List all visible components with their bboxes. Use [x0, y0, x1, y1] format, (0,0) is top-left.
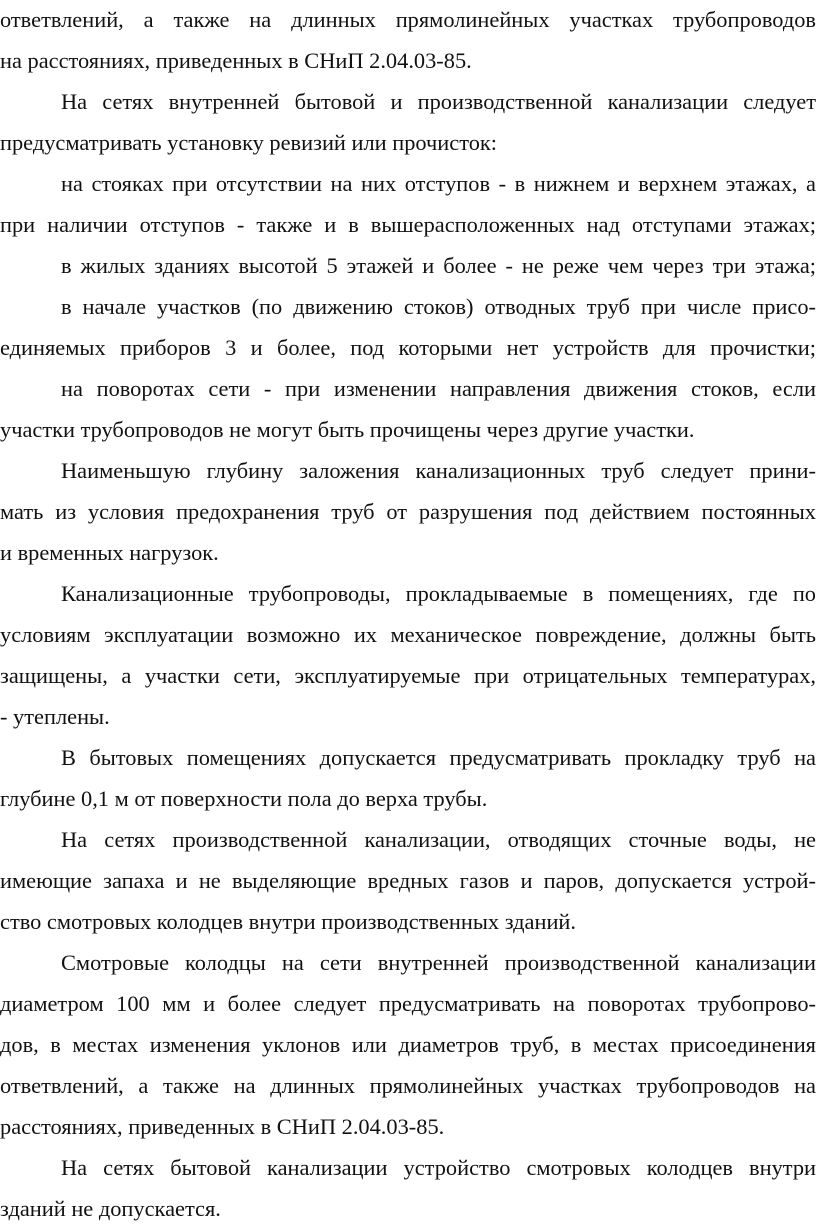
text-line: ответвлений, а также на длинных прямолинейных участках трубопроводов — [0, 7, 816, 32]
text-line: имеющие запаха и не выделяющие вредных газов и паров, допускается устрой- — [0, 868, 816, 893]
paragraph-first-line: На сетях внутренней бытовой и производственной канализации следует — [61, 89, 816, 114]
text-line: на расстояниях, приведенных в СНиП 2.04.03-85. — [0, 48, 472, 73]
text-line: - утеплены. — [0, 704, 110, 729]
paragraph-first-line: Смотровые колодцы на сети внутренней производственной канализации — [61, 950, 816, 975]
paragraph-first-line: Канализационные трубопроводы, прокладываемые в помещениях, где по — [61, 581, 816, 606]
text-line: зданий не допускается. — [0, 1196, 221, 1221]
text-line: предусматривать установку ревизий или прочисток: — [0, 130, 498, 155]
paragraph-first-line: Наименьшую глубину заложения канализационных труб следует прини- — [61, 458, 816, 483]
list-item-first-line: в начале участков (по движению стоков) отводных труб при числе присо- — [61, 294, 816, 319]
list-item-first-line: на стояках при отсутствии на них отступов - в нижнем и верхнем этажах, а — [61, 171, 816, 196]
text-line: защищены, а участки сети, эксплуатируемые при отрицательных температурах, — [0, 663, 816, 688]
list-item-first-line: на поворотах сети - при изменении направления движения стоков, если — [61, 376, 816, 401]
text-line: мать из условия предохранения труб от разрушения под действием постоянных — [0, 499, 816, 524]
text-line: ответвлений, а также на длинных прямолинейных участках трубопроводов на — [0, 1073, 816, 1098]
text-line: и временных нагрузок. — [0, 540, 219, 565]
text-line: глубине 0,1 м от поверхности пола до верха трубы. — [0, 786, 488, 811]
text-line: диаметром 100 мм и более следует предусматривать на поворотах трубопрово- — [0, 991, 816, 1016]
text-line: условиям эксплуатации возможно их механическое повреждение, должны быть — [0, 622, 816, 647]
text-line: дов, в местах изменения уклонов или диаметров труб, в местах присоединения — [0, 1032, 816, 1057]
text-line: ство смотровых колодцев внутри производственных зданий. — [0, 909, 577, 934]
text-line: единяемых приборов 3 и более, под которыми нет устройств для прочистки; — [0, 335, 816, 360]
text-line: при наличии отступов - также и в вышерасположенных над отступами этажах; — [0, 212, 816, 237]
text-line: участки трубопроводов не могут быть прочищены через другие участки. — [0, 417, 695, 442]
text-line: расстояниях, приведенных в СНиП 2.04.03-85. — [0, 1114, 445, 1139]
paragraph-first-line: На сетях производственной канализации, отводящих сточные воды, не — [61, 827, 816, 852]
paragraph-first-line: На сетях бытовой канализации устройство смотровых колодцев внутри — [61, 1155, 816, 1180]
list-item-first-line: в жилых зданиях высотой 5 этажей и более - не реже чем через три этажа; — [61, 253, 816, 278]
paragraph-first-line: В бытовых помещениях допускается предусматривать прокладку труб на — [61, 745, 816, 770]
